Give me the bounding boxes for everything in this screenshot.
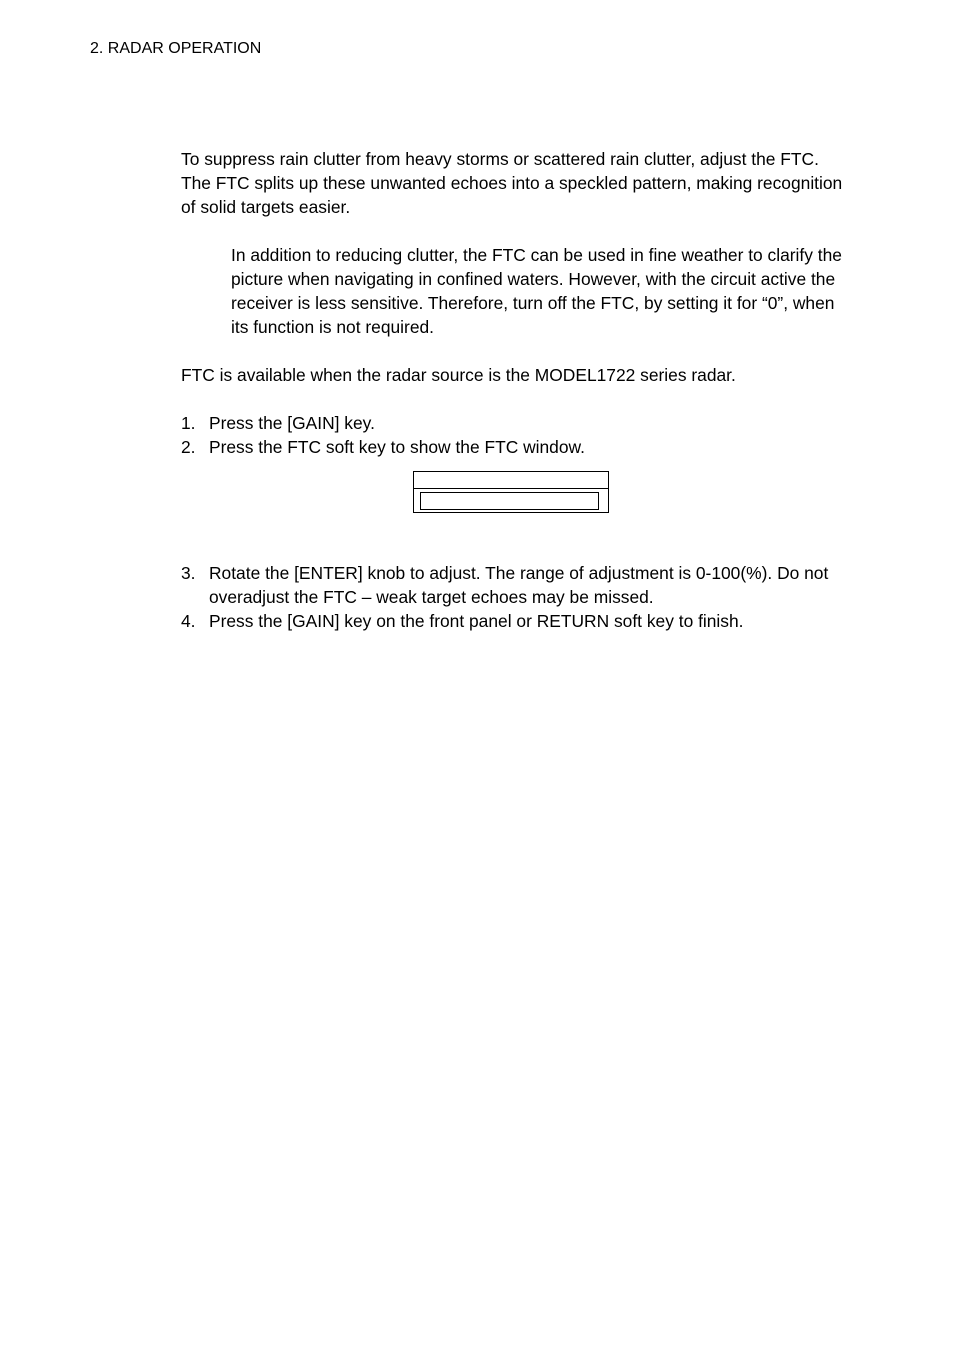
step-item — [181, 411, 851, 435]
step-item — [181, 561, 851, 609]
step-item — [181, 609, 851, 633]
step-number: 1. — [181, 413, 196, 433]
step-number: 2. — [181, 437, 196, 457]
step-number: 4. — [181, 611, 196, 631]
step-text: Press the FTC soft key to show the FTC window. — [209, 437, 585, 457]
ftc-slider-bar — [420, 492, 599, 510]
availability-paragraph: FTC is available when the radar source is the MODEL1722 series radar. — [181, 365, 736, 385]
step-text: Rotate the [ENTER] knob to adjust. The range of adjustment is 0-100(%). Do not overadjust the FTC – weak target echoes may be missed. — [209, 563, 829, 607]
intro-paragraph: To suppress rain clutter from heavy storms or scattered rain clutter, adjust the FTC. The FTC splits up these unwanted echoes into a speckled pattern, making recognition of solid targets easier. — [181, 149, 843, 217]
steps-list-part-2 — [181, 561, 851, 633]
page-content — [181, 147, 851, 633]
step-text: Press the [GAIN] key on the front panel or RETURN soft key to finish. — [209, 611, 744, 631]
ftc-window-title-bar — [414, 472, 608, 489]
note-paragraph: In addition to reducing clutter, the FTC can be used in fine weather to clarify the picture when navigating in confined waters. However, with the circuit active the receiver is less sensitive. Therefore, turn off the FTC, by setting it for “0”, when its function is not required. — [231, 245, 842, 337]
step-item — [181, 435, 851, 459]
running-header: 2. RADAR OPERATION — [90, 40, 262, 57]
step-text: Press the [GAIN] key. — [209, 413, 375, 433]
step-number: 3. — [181, 563, 196, 583]
steps-list-part-1 — [181, 411, 851, 459]
ftc-window-figure — [413, 471, 609, 513]
